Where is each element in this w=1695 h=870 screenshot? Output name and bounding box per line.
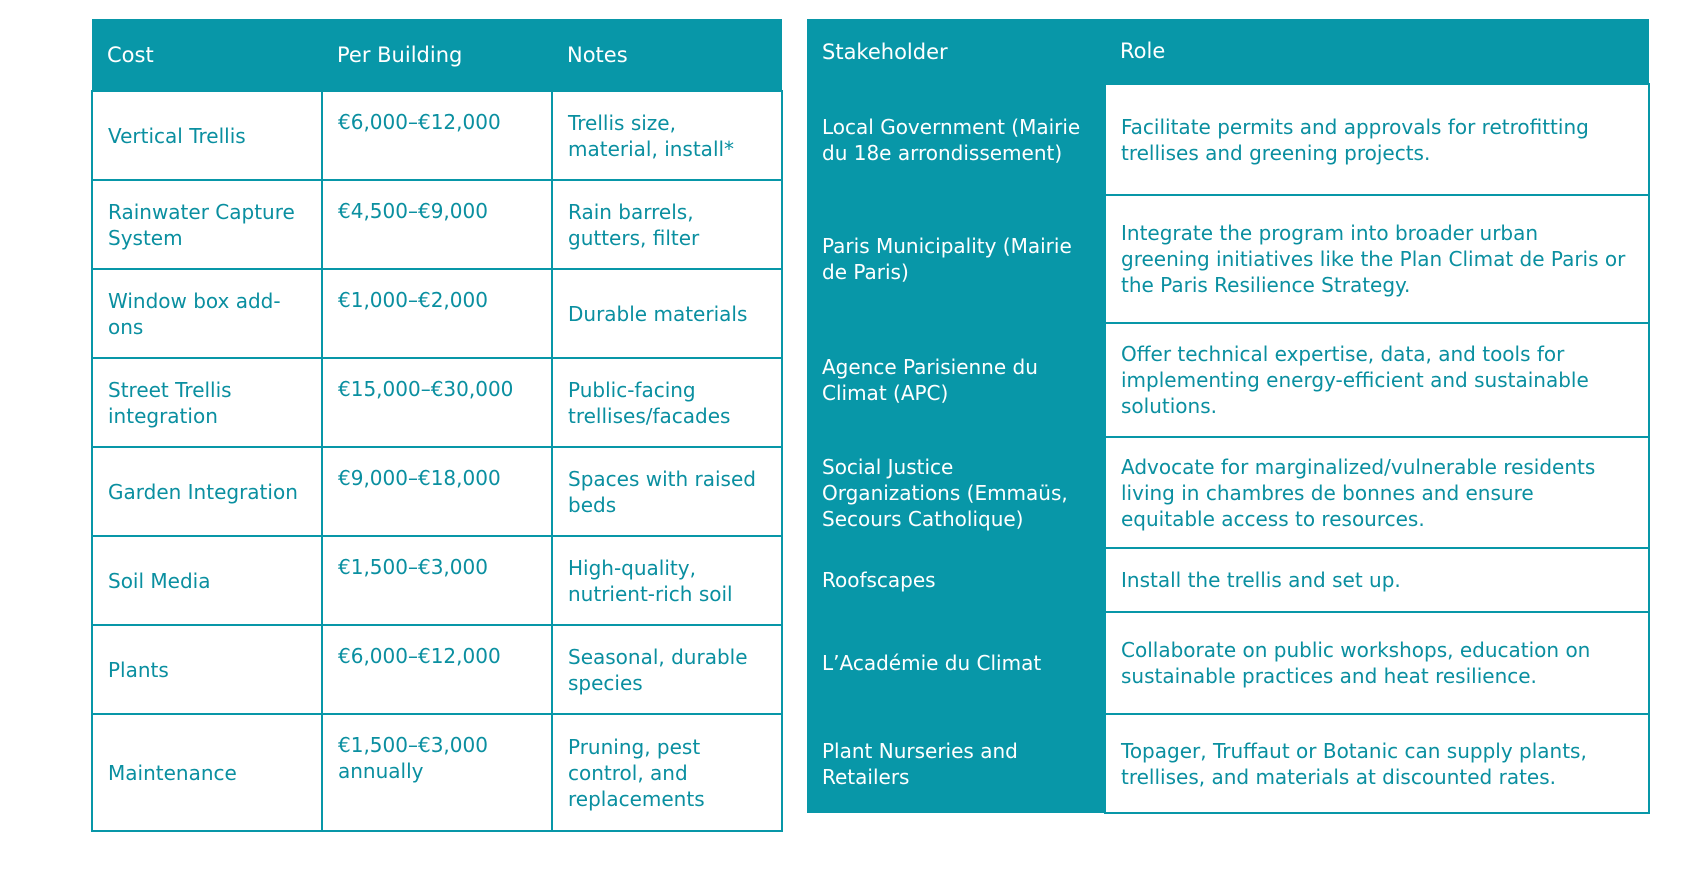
table-row <box>807 195 1649 323</box>
cost-item: Garden Integration <box>92 447 322 536</box>
cost-value: €1,000–€2,000 <box>322 269 552 358</box>
cost-item: Soil Media <box>92 536 322 625</box>
table-row <box>92 269 782 358</box>
table-row <box>807 548 1649 612</box>
cost-value: €1,500–€3,000 annually <box>322 714 552 831</box>
stakeholder-name: Local Government (Mairie du 18e arrondissement) <box>807 84 1105 195</box>
table-row <box>92 536 782 625</box>
stakeholder-table <box>807 19 1650 814</box>
stakeholder-name: Agence Parisienne du Climat (APC) <box>807 323 1105 437</box>
stakeholder-role: Integrate the program into broader urban greening initiatives like the Plan Climat de Paris or the Paris Resilience Strategy. <box>1105 195 1649 323</box>
cost-header-notes: Notes <box>552 19 782 91</box>
cost-value: €6,000–€12,000 <box>322 625 552 714</box>
cost-item: Vertical Trellis <box>92 91 322 180</box>
cost-value: €15,000–€30,000 <box>322 358 552 447</box>
stakeholder-name: Roofscapes <box>807 548 1105 612</box>
stakeholder-role: Offer technical expertise, data, and tools for implementing energy-efficient and sustainable solutions. <box>1105 323 1649 437</box>
cost-notes: Public-facing trellises/facades <box>552 358 782 447</box>
table-row <box>92 91 782 180</box>
cost-notes: High-quality, nutrient-rich soil <box>552 536 782 625</box>
cost-header-item: Cost <box>92 19 322 91</box>
table-row <box>92 180 782 269</box>
table-row <box>92 447 782 536</box>
role-header: Role <box>1105 19 1649 84</box>
cost-item: Plants <box>92 625 322 714</box>
stakeholder-role: Collaborate on public workshops, education on sustainable practices and heat resilience. <box>1105 612 1649 714</box>
cost-notes: Seasonal, durable species <box>552 625 782 714</box>
cost-header-per-building: Per Building <box>322 19 552 91</box>
cost-header-row <box>92 19 782 91</box>
table-row <box>92 714 782 831</box>
stakeholder-role: Advocate for marginalized/vulnerable residents living in chambres de bonnes and ensure equitable access to resources. <box>1105 437 1649 548</box>
stakeholder-header-row <box>807 19 1649 84</box>
stakeholder-role: Facilitate permits and approvals for retrofitting trellises and greening projects. <box>1105 84 1649 195</box>
table-row <box>807 612 1649 714</box>
stakeholder-role: Install the trellis and set up. <box>1105 548 1649 612</box>
cost-notes: Durable materials <box>552 269 782 358</box>
cost-value: €1,500–€3,000 <box>322 536 552 625</box>
cost-item: Street Trellis integration <box>92 358 322 447</box>
table-row <box>807 714 1649 813</box>
stakeholder-role: Topager, Truffaut or Botanic can supply plants, trellises, and materials at discounted rates. <box>1105 714 1649 813</box>
cost-notes: Spaces with raised beds <box>552 447 782 536</box>
cost-table <box>91 19 783 832</box>
stakeholder-name: Social Justice Organizations (Emmaüs, Secours Catholique) <box>807 437 1105 548</box>
cost-value: €9,000–€18,000 <box>322 447 552 536</box>
stakeholder-header: Stakeholder <box>807 19 1105 84</box>
cost-value: €6,000–€12,000 <box>322 91 552 180</box>
cost-item: Window box add-ons <box>92 269 322 358</box>
table-row <box>807 437 1649 548</box>
cost-item: Rainwater Capture System <box>92 180 322 269</box>
table-row <box>807 84 1649 195</box>
table-row <box>92 625 782 714</box>
cost-notes: Pruning, pest control, and replacements <box>552 714 782 831</box>
cost-value: €4,500–€9,000 <box>322 180 552 269</box>
stakeholder-name: L’Académie du Climat <box>807 612 1105 714</box>
cost-notes: Trellis size, material, install* <box>552 91 782 180</box>
stakeholder-name: Paris Municipality (Mairie de Paris) <box>807 195 1105 323</box>
cost-notes: Rain barrels, gutters, filter <box>552 180 782 269</box>
stakeholder-name: Plant Nurseries and Retailers <box>807 714 1105 813</box>
table-row <box>807 323 1649 437</box>
table-row <box>92 358 782 447</box>
cost-item: Maintenance <box>92 714 322 831</box>
